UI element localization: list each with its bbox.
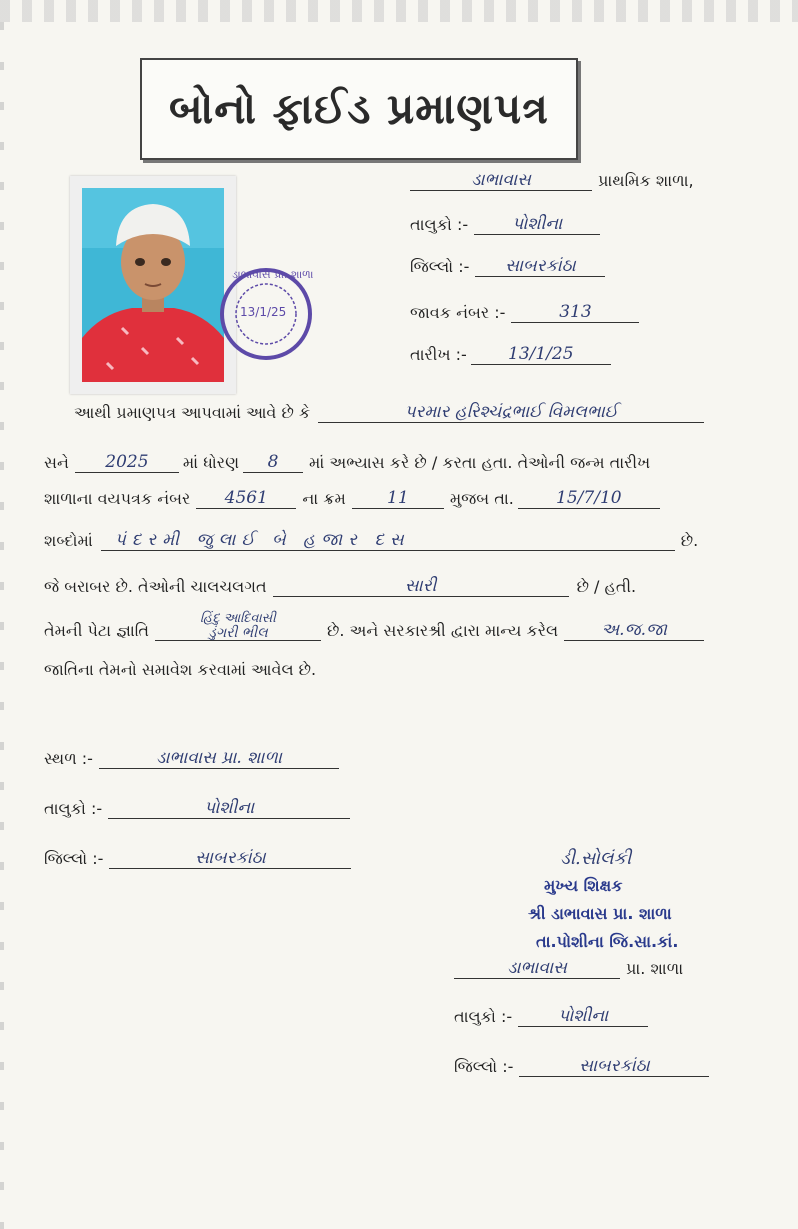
header-outward-value: 313	[511, 302, 639, 323]
body-l6-a: તેમની પેટા જ્ઞાતિ	[44, 621, 149, 640]
body-line-6	[44, 612, 704, 641]
certificate-title: બોનો ફાઈડ પ્રમાણપત્ર	[140, 58, 578, 160]
footer-right-school-suffix: પ્રા. શાળા	[626, 959, 684, 978]
footer-right-taluka-row	[454, 1006, 648, 1027]
govt-category: અ.જ.જા	[564, 620, 704, 641]
header-taluka-row	[410, 214, 600, 235]
body-l1-label: આથી પ્રમાણપત્ર આપવામાં આવે છે કે	[74, 403, 311, 422]
birth-date-in-words: પંદરમી જુલાઈ બે હજાર દસ	[101, 530, 675, 551]
body-line-3	[44, 488, 660, 509]
footer-right-school-row	[454, 958, 683, 979]
header-taluka-label: તાલુકો :-	[410, 215, 469, 234]
header-date-row	[410, 344, 611, 365]
footer-taluka-row	[44, 798, 350, 819]
header-date-label: તારીખ :-	[410, 345, 467, 364]
header-school-suffix: પ્રાથમિક શાળા,	[598, 171, 694, 190]
header-district-label: જિલ્લો :-	[410, 257, 470, 276]
sub-caste	[155, 612, 321, 641]
academic-year: 2025	[75, 452, 179, 473]
footer-right-taluka-value: પોશીના	[518, 1006, 648, 1027]
header-school-row	[410, 170, 694, 191]
body-l2-b: માં ધોરણ	[182, 453, 240, 472]
header-taluka-value: પોશીના	[474, 214, 600, 235]
header-district-value: સાબરકાંઠા	[475, 256, 605, 277]
sub-caste-top: હિંદુ આદિવાસી	[200, 611, 276, 626]
standard: 8	[243, 452, 303, 473]
headmaster-signature: ડી.સોલંકી	[560, 848, 632, 869]
header-school-name: ડાભાવાસ	[410, 170, 592, 191]
footer-district-label: જિલ્લો :-	[44, 849, 104, 868]
footer-place-value: ડાભાવાસ પ્રા. શાળા	[99, 748, 339, 769]
footer-right-district-row	[454, 1056, 709, 1077]
page-left-edge	[0, 22, 4, 1229]
body-l2-c: માં અભ્યાસ કરે છે / કરતા હતા. તેઓની જન્મ તારીખ	[309, 453, 651, 472]
body-l3-a: શાળાના વયપત્રક નંબર	[44, 489, 191, 508]
body-line-2	[44, 452, 650, 473]
body-l5-end: છે / હતી.	[576, 577, 637, 596]
footer-place-row	[44, 748, 339, 769]
header-date-value: 13/1/25	[471, 344, 611, 365]
body-line-5	[44, 576, 636, 597]
body-l4-end: છે.	[680, 531, 699, 550]
body-line-7	[44, 660, 316, 680]
footer-district-row	[44, 848, 351, 869]
header-outward-row	[410, 302, 639, 323]
body-l4-a: શબ્દોમાં	[44, 531, 93, 550]
page-top-edge	[0, 0, 798, 22]
birth-date: 15/7/10	[518, 488, 660, 509]
body-line-1	[74, 402, 704, 423]
body-l5-a: જે બરાબર છે. તેઓની ચાલચલગત	[44, 577, 267, 596]
body-l3-b: ના ક્રમ	[302, 489, 346, 508]
footer-right-district-label: જિલ્લો :-	[454, 1057, 514, 1076]
header-district-row	[410, 256, 605, 277]
signature-school: શ્રી ડાભાવાસ પ્રા. શાળા	[528, 904, 672, 923]
footer-right-taluka-label: તાલુકો :-	[454, 1007, 513, 1026]
student-name: પરમાર હરિશ્ચંદ્રભાઈ વિમલભાઈ	[318, 402, 704, 423]
footer-taluka-value: પોશીના	[108, 798, 350, 819]
footer-place-label: સ્થળ :-	[44, 749, 93, 768]
body-line-4	[44, 530, 698, 551]
register-sequence: 11	[352, 488, 444, 509]
conduct: સારી	[273, 576, 569, 597]
footer-right-school-name: ડાભાવાસ	[454, 958, 620, 979]
school-stamp	[218, 244, 318, 384]
header-outward-label: જાવક નંબર :-	[410, 303, 506, 322]
stamp-text: ડાભાવાસ પ્રા. શાળા	[232, 268, 314, 281]
body-l7: જાતિના તેમનો સમાવેશ કરવામાં આવેલ છે.	[44, 660, 317, 679]
body-l6-b: છે. અને સરકારશ્રી દ્વારા માન્ય કરેલ	[326, 621, 559, 640]
signature-title: મુખ્ય શિક્ષક	[544, 876, 623, 895]
sub-caste-bottom: ડુંગરી ભીલ	[208, 625, 268, 641]
body-l3-c: મુજબ તા.	[449, 489, 514, 508]
gr-number: 4561	[196, 488, 296, 509]
signature-address: તા.પોશીના જિ.સા.કાં.	[536, 932, 679, 951]
body-l2-a: સને	[44, 453, 69, 472]
stamp-date: 13/1/25	[240, 305, 287, 319]
footer-right-district-value: સાબરકાંઠા	[519, 1056, 709, 1077]
footer-district-value: સાબરકાંઠા	[109, 848, 351, 869]
footer-taluka-label: તાલુકો :-	[44, 799, 103, 818]
student-photo	[82, 188, 224, 382]
